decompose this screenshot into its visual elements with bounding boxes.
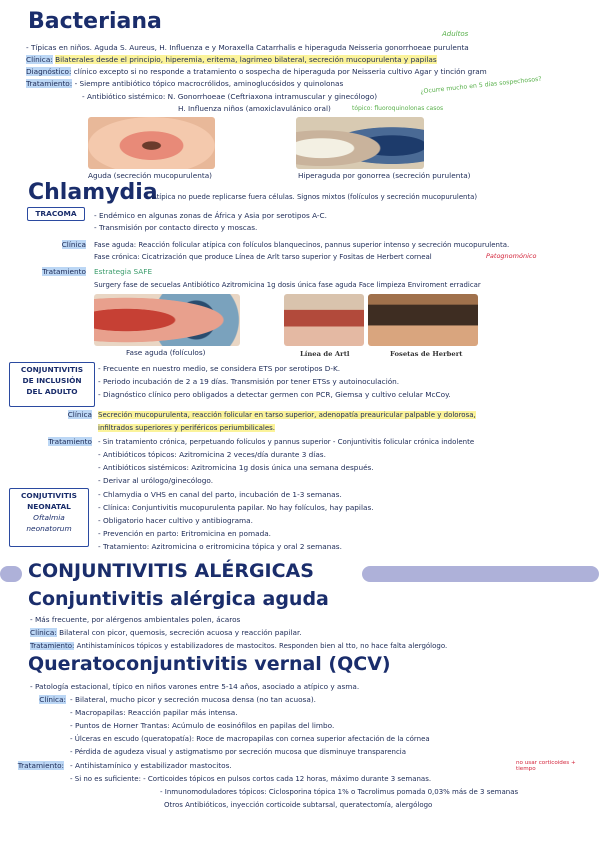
tracoma-line-1: - Endémico en algunas zonas de África y Asia por serotipos A-C. <box>94 211 327 220</box>
adulto-line-2: - Periodo incubación de 2 a 19 días. Transmisión por tener ETSs y autoinoculación. <box>98 377 400 386</box>
aguda-clinica-row: Clínica: Bilateral con picor, quemosis, secreción acuosa y reacción papilar. <box>30 628 302 637</box>
chlamydia-subtitle: Atípica no puede replicarse fuera células. Signos mixtos (folículos y secreción mucopurulenta) <box>152 193 478 201</box>
adulto-trat-4: - Derivar al urólogo/ginecólogo. <box>98 476 214 485</box>
box-conjuntivitis-neonatal <box>9 488 89 547</box>
subsection-title-qcv: Queratoconjuntivitis vernal (QCV) <box>28 653 391 675</box>
box-conjuntivitis-inclusion-adulto <box>9 362 95 407</box>
qcv-clinica-1: - Bilateral, mucho picor y secreción mucosa densa (no tan acuosa). <box>70 695 316 704</box>
qcv-trat-3: - Inmunomoduladores tópicos: Ciclosporina tópica 1% o Tacrolimus pomada 0,03% más de 3 semanas <box>160 788 519 796</box>
decorative-bar-left <box>0 566 22 582</box>
tracoma-clinica-1: Fase aguda: Reacción folicular atípica con folículos blanquecinos, pannus superior intenso y secreción mucopurulenta. <box>94 241 510 249</box>
tracoma-line-2: - Transmisión por contacto directo y moscas. <box>94 223 258 232</box>
bacteriana-diag-row <box>26 67 487 77</box>
adulto-line-1: - Frecuente en nuestro medio, se considera ETS por serotipos D-K. <box>98 364 341 373</box>
box-line: NEONATAL <box>27 502 71 511</box>
handwritten-note-mucho: ¿Ocurre mucho en 5 días sospechosos? <box>419 75 542 96</box>
section-title-chlamydia: Chlamydia <box>28 180 158 205</box>
qcv-trat-4: Otros Antibióticos, inyección corticoide subtarsal, queratectomía, alergólogo <box>164 801 433 809</box>
chlamydia-tratamiento-label: Tratamiento <box>42 267 86 276</box>
decorative-bar-right <box>362 566 599 582</box>
qcv-clinica-label: Clínica: <box>39 695 66 704</box>
neonatal-line-2: - Clínica: Conjuntivitis mucopurulenta papilar. No hay folículos, hay papilas. <box>98 503 374 512</box>
bacteriana-trat-row <box>26 79 343 89</box>
photo-hiperaguda <box>296 117 424 169</box>
neonatal-line-4: - Prevención en parto: Eritromicina en pomada. <box>98 529 271 538</box>
qcv-clinica-5: - Pérdida de agudeza visual y astigmatismo por secreción mucosa que disminuye transparencia <box>70 748 407 756</box>
qcv-trat-2: - Si no es suficiente: - Corticoides tópicos en pulsos cortos cada 12 horas, máximo durante 3 semanas. <box>70 775 432 783</box>
caption-hiperaguda: Hiperaguda por gonorrea (secreción purulenta) <box>298 171 471 180</box>
qcv-tratamiento-label: Tratamiento: <box>17 761 64 770</box>
neonatal-line-3: - Obligatorio hacer cultivo y antibiograma. <box>98 516 253 525</box>
adulto-trat-3: - Antibióticos sistémicos: Azitromicina 1g dosis única una semana después. <box>98 463 374 472</box>
adulto-clinica-2: infiltrados superiores y periféricos periumbilicales. <box>98 424 275 432</box>
adulto-line-3: - Diagnóstico clínico pero obligados a detectar germen con PCR, Giemsa y cultivo celular McCoy. <box>98 390 451 399</box>
box-line: CONJUNTIVITIS <box>20 365 84 374</box>
tratamiento-label: Tratamiento: <box>26 79 73 88</box>
diagnostico-text: clínico excepto si no responde a tratamiento o sospecha de hiperaguda por Neisseria cultivo Agar y tinción gram <box>73 67 487 76</box>
clinica-text: Bilaterales desde el principio, hiperemia, eritema, lagrimeo bilateral, secreción mucopurulenta y papilas <box>55 55 437 64</box>
diagnostico-label: Diagnóstico: <box>26 67 72 76</box>
bacteriana-trat-2: - Antibiótico sistémico: N. Gonorrhoeae (Ceftriaxona intramuscular y ginecólogo) <box>82 92 378 101</box>
box-line: neonatorum <box>26 524 72 533</box>
section-title-alergicas: CONJUNTIVITIS ALÉRGICAS <box>28 560 314 582</box>
qcv-clinica-4: - Úlceras en escudo (queratopatía): Roce de macropapilas con cornea superior afectación de la córnea <box>70 735 430 743</box>
photo-linea-arlt <box>284 294 364 346</box>
section-title-bacteriana: Bacteriana <box>28 9 162 34</box>
adulto-tratamiento-label: Tratamiento <box>48 437 92 446</box>
qcv-line-1: - Patología estacional, típico en niños varones entre 5-14 años, asociado a atípico y asma. <box>30 682 360 691</box>
handwritten-note-adultos: Adultos <box>442 30 469 38</box>
neonatal-line-5: - Tratamiento: Azitromicina o eritromicina tópica y oral 2 semanas. <box>98 542 342 551</box>
adulto-clinica-1: Secreción mucopurulenta, reacción folicular en tarso superior, adenopatía preauricular palpable y dolorosa, <box>98 411 476 419</box>
qcv-trat-1: - Antihistamínico y estabilizador mastocitos. <box>70 761 232 770</box>
qcv-clinica-2: - Macropapilas: Reacción papilar más intensa. <box>70 708 238 717</box>
handwritten-patognomonico: Patognomónico <box>486 252 537 260</box>
photo-fosetas-herbert <box>368 294 478 346</box>
subsection-title-aguda: Conjuntivitis alérgica aguda <box>28 588 329 610</box>
box-line: DEL ADULTO <box>26 387 78 396</box>
caption-fosetas-herbert: Fosetas de Herbert <box>390 350 463 358</box>
adulto-trat-2: - Antibióticos tópicos: Azitromicina 2 veces/día durante 3 días. <box>98 450 326 459</box>
estrategia-safe: Estrategia SAFE <box>94 267 153 276</box>
clinica-label: Clínica: <box>26 55 53 64</box>
caption-linea-arlt: Línea de Artl <box>300 350 350 358</box>
tratamiento-text: - Siempre antibiótico tópico macrocrólidos, aminoglucósidos y quinolonas <box>74 79 344 88</box>
box-line: DE INCLUSIÓN <box>22 376 82 385</box>
bacteriana-clinica-row <box>26 55 437 65</box>
qcv-clinica-3: - Puntos de Horner Trantas: Acúmulo de eosinófilos en papilas del limbo. <box>70 721 335 730</box>
box-line: Oftalmia <box>33 513 65 522</box>
handwritten-note-corticoides: no usar corticoides + tiempo <box>516 760 576 772</box>
aguda-line-1: - Más frecuente, por alérgenos ambientales polen, ácaros <box>30 615 241 624</box>
adulto-trat-1: - Sin tratamiento crónica, perpetuando folículos y pannus superior - Conjuntivitis folicular crónica indolente <box>98 438 475 446</box>
box-tracoma: TRACOMA <box>27 207 85 221</box>
caption-aguda: Aguda (secreción mucopurulenta) <box>88 171 213 180</box>
photo-aguda <box>88 117 215 169</box>
caption-fase-aguda: Fase aguda (folículos) <box>126 348 206 357</box>
photo-fase-aguda <box>94 294 240 346</box>
bacteriana-line-1: - Típicas en niños. Aguda S. Aureus, H. Influenza e y Moraxella Catarrhalis e hiperaguda Neisseria gonorrhoeae purulenta <box>26 43 469 52</box>
aguda-tratamiento-row: Tratamiento: Antihistamínicos tópicos y estabilizadores de mastocitos. Responden bien al tto, no hace falta alergólogo. <box>30 642 448 650</box>
neonatal-line-1: - Chlamydia o VHS en canal del parto, incubación de 1-3 semanas. <box>98 490 342 499</box>
box-line: CONJUTIVITIS <box>20 491 78 500</box>
estrategia-safe-detail: Surgery fase de secuelas Antibiótico Azitromicina 1g dosis única fase aguda Face limpieza Enviroment erradicar <box>94 281 481 289</box>
adulto-clinica-label: Clínica <box>67 410 92 419</box>
chlamydia-clinica-label: Clínica <box>61 240 86 249</box>
bacteriana-trat-3: H. Influenza niños (amoxiclavulánico oral) <box>178 104 331 113</box>
handwritten-note-casos: tópico: fluoroquinolonas casos <box>352 105 444 112</box>
tracoma-clinica-2: Fase crónica: Cicatrización que produce Línea de Arlt tarso superior y Fositas de Herbert corneal <box>94 253 432 261</box>
